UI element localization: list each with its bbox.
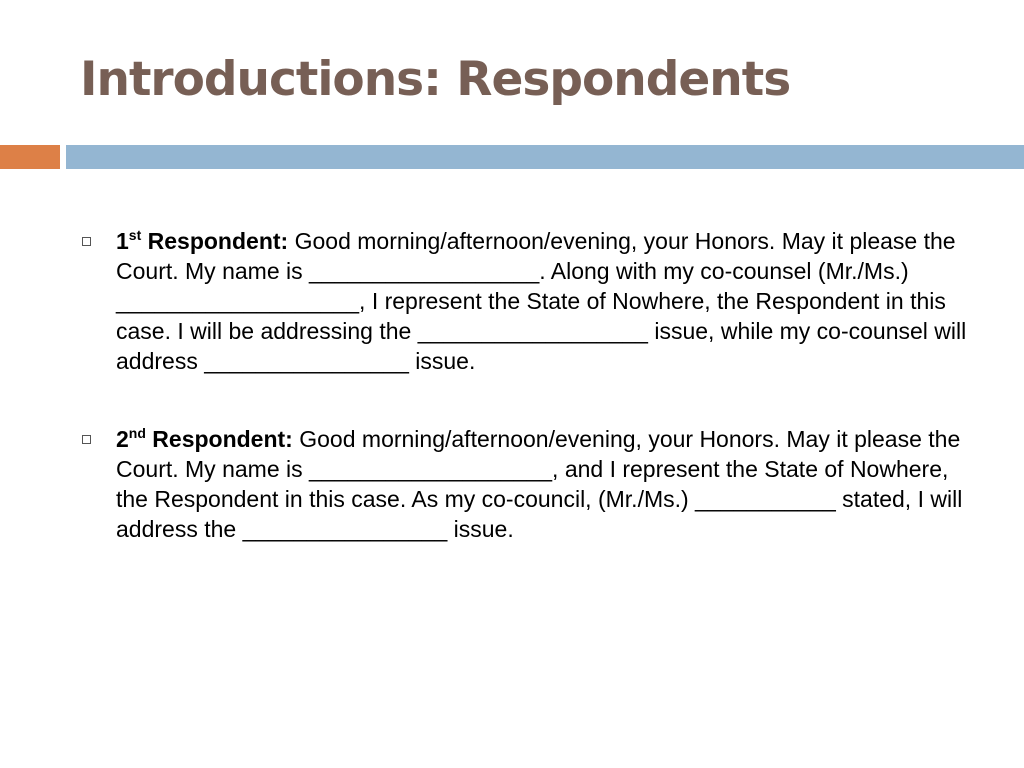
ordinal-number: 1 [116,228,129,254]
accent-bar-orange [0,145,60,169]
role-label: Respondent: [147,228,289,254]
ordinal-suffix: nd [128,425,146,441]
bullet-item-second-respondent [80,424,980,544]
ordinal-number: 2 [116,426,129,452]
role-label: Respondent: [152,426,293,452]
bullet-lead [116,228,288,254]
bullet-list [80,226,980,544]
bullet-lead [116,426,293,452]
accent-bar-blue [66,145,1024,169]
square-bullet-icon [82,237,91,246]
bullet-item-first-respondent [80,226,980,376]
bullet-text: Good morning/afternoon/evening, your Honors. May it please the Court. My name is __________________. Along with my co-counsel (Mr./Ms.) ___________________, I represent the State of Nowhere, the Respondent in this case. I will be addressing the __________________ issue, while my co-counsel will address ________________ issue. [116,228,967,374]
bullet-text: Good morning/afternoon/evening, your Honors. May it please the Court. My name is ___________________, and I represent the State of Nowhere, the Respondent in this case. As my co-council, (Mr./Ms.) ___________ stated, I will address the ________________ issue. [116,426,963,542]
ordinal-suffix: st [128,227,142,243]
slide-title: Introductions: Respondents [80,52,791,107]
square-bullet-icon [82,435,91,444]
